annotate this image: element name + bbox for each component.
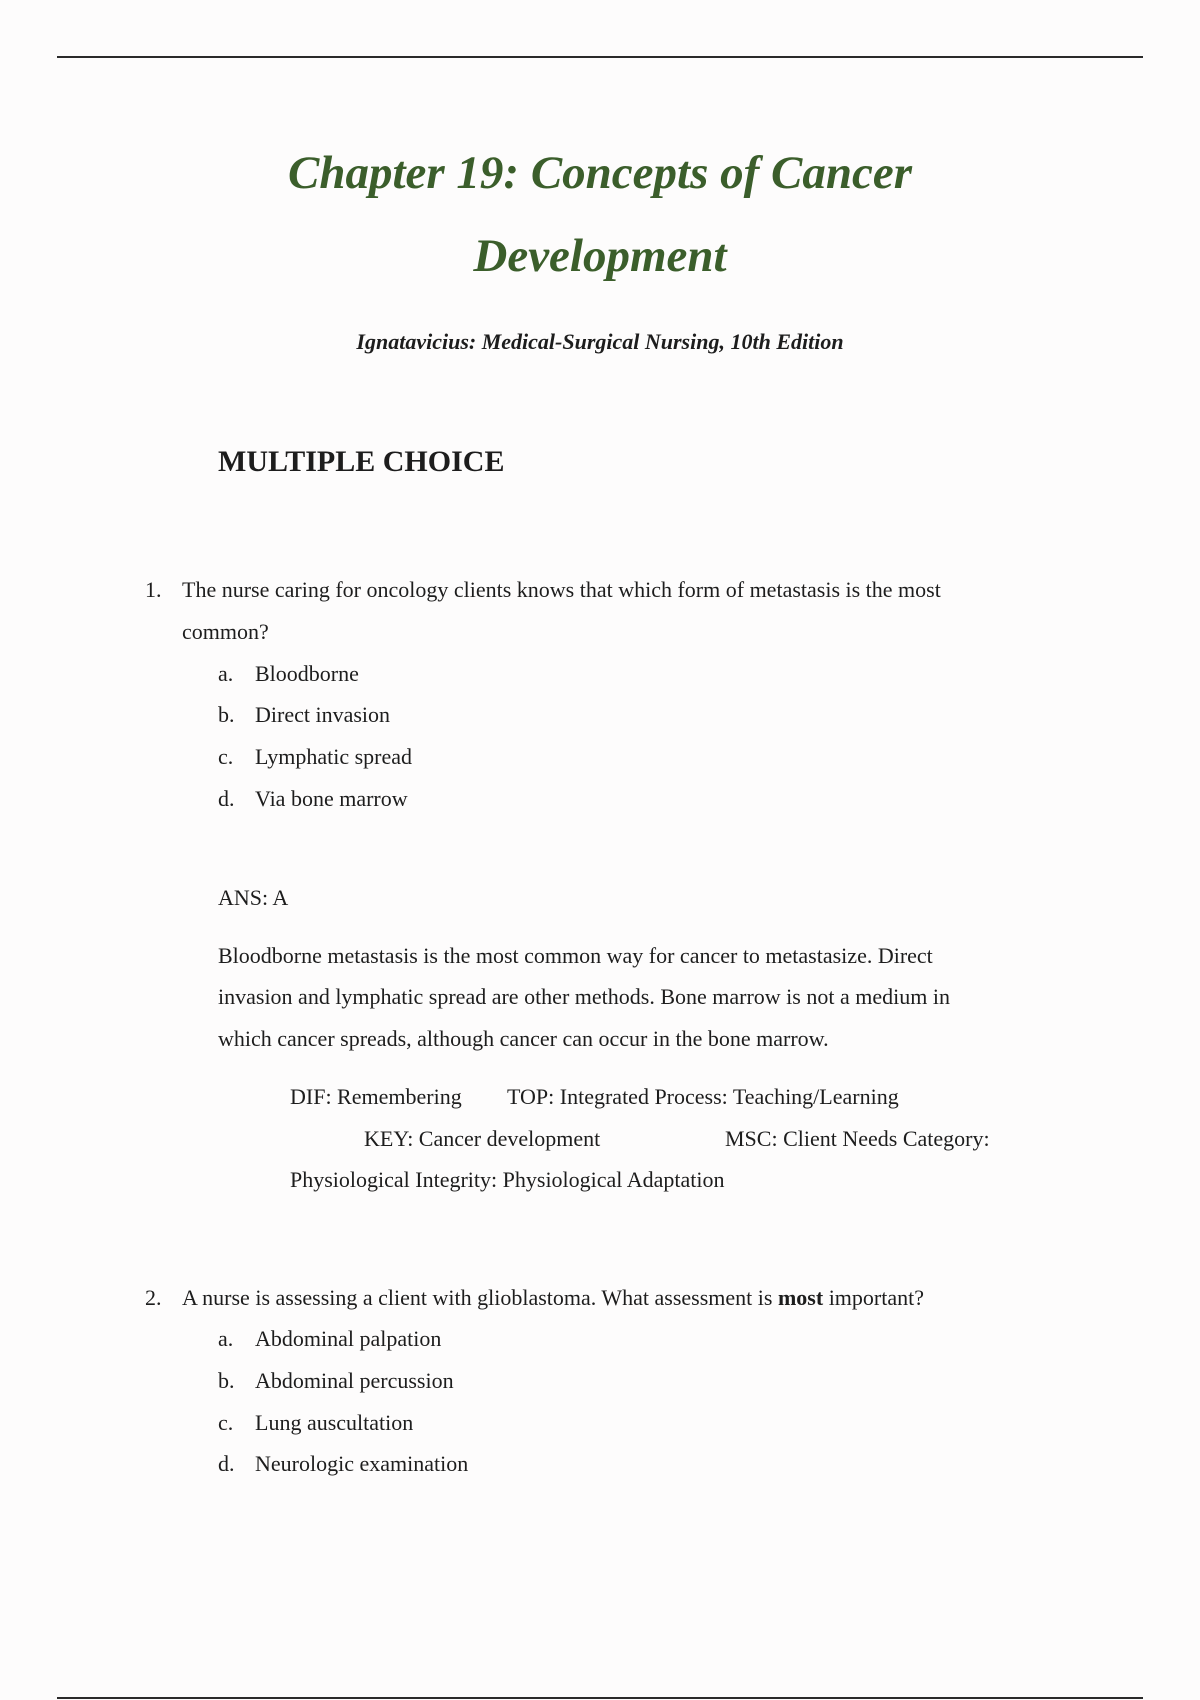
question-stem bbox=[182, 1287, 924, 1309]
topic-tag: TOP: Integrated Process: Teaching/Learning bbox=[507, 1084, 899, 1109]
bottom-divider bbox=[57, 1697, 1143, 1699]
difficulty-tag: DIF: Remembering bbox=[290, 1084, 462, 1109]
question-stem-line-1: The nurse caring for oncology clients knows that which form of metastasis is the most bbox=[182, 577, 941, 602]
option-letter: a. bbox=[218, 661, 234, 686]
top-divider bbox=[57, 56, 1143, 58]
rationale-line-1: Bloodborne metastasis is the most common way for cancer to metastasize. Direct bbox=[218, 943, 933, 968]
question-number: 2. bbox=[145, 1285, 162, 1310]
option-letter: d. bbox=[218, 1451, 235, 1476]
option-text: Bloodborne bbox=[255, 661, 359, 686]
rationale-line-3: which cancer spreads, although cancer can occur in the bone marrow. bbox=[218, 1026, 829, 1051]
option-text: Via bone marrow bbox=[255, 786, 408, 811]
question-stem-text-end: important? bbox=[823, 1285, 924, 1310]
question-stem-text: A nurse is assessing a client with glioblastoma. What assessment is bbox=[182, 1285, 778, 1310]
option-text: Lymphatic spread bbox=[255, 744, 413, 769]
option-letter: c. bbox=[218, 1410, 234, 1435]
chapter-title-line-2: Development bbox=[473, 230, 727, 282]
option-letter: b. bbox=[218, 1368, 235, 1393]
option-letter: b. bbox=[218, 702, 235, 727]
question-stem-line-2: common? bbox=[182, 619, 269, 644]
answer-key: ANS: A bbox=[218, 885, 289, 910]
rationale-line-2: invasion and lymphatic spread are other methods. Bone marrow is not a medium in bbox=[218, 984, 950, 1009]
option-letter: d. bbox=[218, 786, 235, 811]
msc-tag-line-1: MSC: Client Needs Category: bbox=[725, 1126, 990, 1151]
section-heading: MULTIPLE CHOICE bbox=[218, 445, 505, 478]
option-text: Lung auscultation bbox=[255, 1410, 414, 1435]
book-subtitle: Ignatavicius: Medical-Surgical Nursing, 10th Edition bbox=[356, 329, 844, 354]
option-text: Abdominal percussion bbox=[255, 1368, 454, 1393]
question-stem-emphasis: most bbox=[777, 1285, 824, 1310]
key-tag: KEY: Cancer development bbox=[364, 1126, 601, 1151]
question-number: 1. bbox=[145, 577, 162, 602]
msc-tag-line-2: Physiological Integrity: Physiological Adaptation bbox=[290, 1167, 725, 1192]
option-text: Abdominal palpation bbox=[255, 1326, 442, 1351]
option-text: Direct invasion bbox=[255, 702, 391, 727]
chapter-title-line-1: Chapter 19: Concepts of Cancer bbox=[287, 147, 913, 199]
option-text: Neurologic examination bbox=[255, 1451, 469, 1476]
option-letter: c. bbox=[218, 744, 234, 769]
option-letter: a. bbox=[218, 1326, 234, 1351]
